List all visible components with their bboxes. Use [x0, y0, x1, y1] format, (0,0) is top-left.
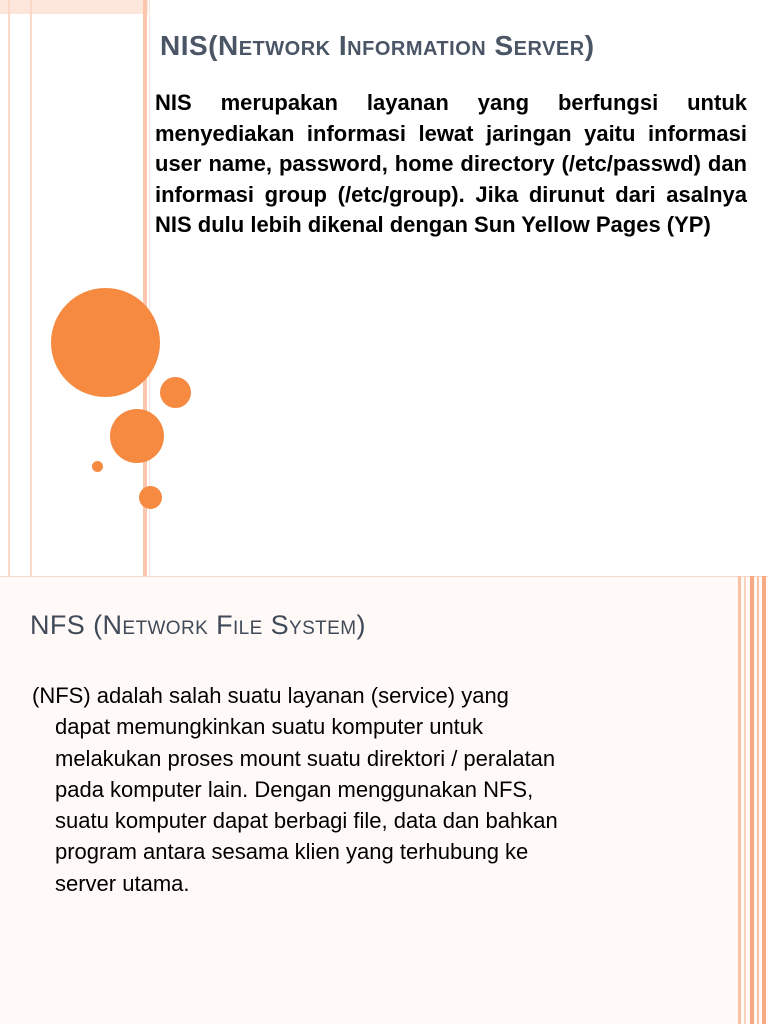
- body-line: (NFS) adalah salah suatu layanan (service) yang: [32, 683, 509, 708]
- slide-title: NIS(Network Information Server): [160, 30, 595, 61]
- decorative-stripe: [30, 0, 32, 576]
- slide-body-text: NIS merupakan layanan yang berfungsi untuk menyediakan informasi lewat jaringan yaitu informasi user name, password, home directory (/etc/passwd) dan informasi group (/etc/group). Jika dirunut dari asalnya NIS dulu lebih dikenal dengan Sun Yellow Pages (YP): [155, 90, 747, 237]
- body-line: melakukan proses mount suatu direktori / peralatan: [55, 745, 556, 771]
- slide-nfs: [0, 576, 768, 1024]
- decorative-stripes: [736, 576, 768, 1024]
- decorative-circle-medium: [110, 409, 164, 463]
- decorative-circle-small: [139, 486, 162, 509]
- slide-divider: [0, 576, 768, 577]
- body-line: server utama.: [55, 870, 190, 896]
- slide-title: NFS (Network File System): [30, 610, 366, 640]
- decorative-circle-tiny: [92, 461, 103, 472]
- body-line: program antara sesama klien yang terhubung ke: [55, 839, 529, 865]
- decorative-circle-small: [160, 377, 191, 408]
- decorative-circle-large: [51, 288, 160, 397]
- slide-body-text: [32, 680, 672, 899]
- decorative-bar: [0, 0, 148, 14]
- body-line: suatu komputer dapat berbagi file, data dan bahkan: [55, 808, 558, 834]
- decorative-stripe: [8, 0, 10, 576]
- body-line: dapat memungkinkan suatu komputer untuk: [55, 714, 484, 740]
- body-line: pada komputer lain. Dengan menggunakan NFS,: [55, 776, 534, 802]
